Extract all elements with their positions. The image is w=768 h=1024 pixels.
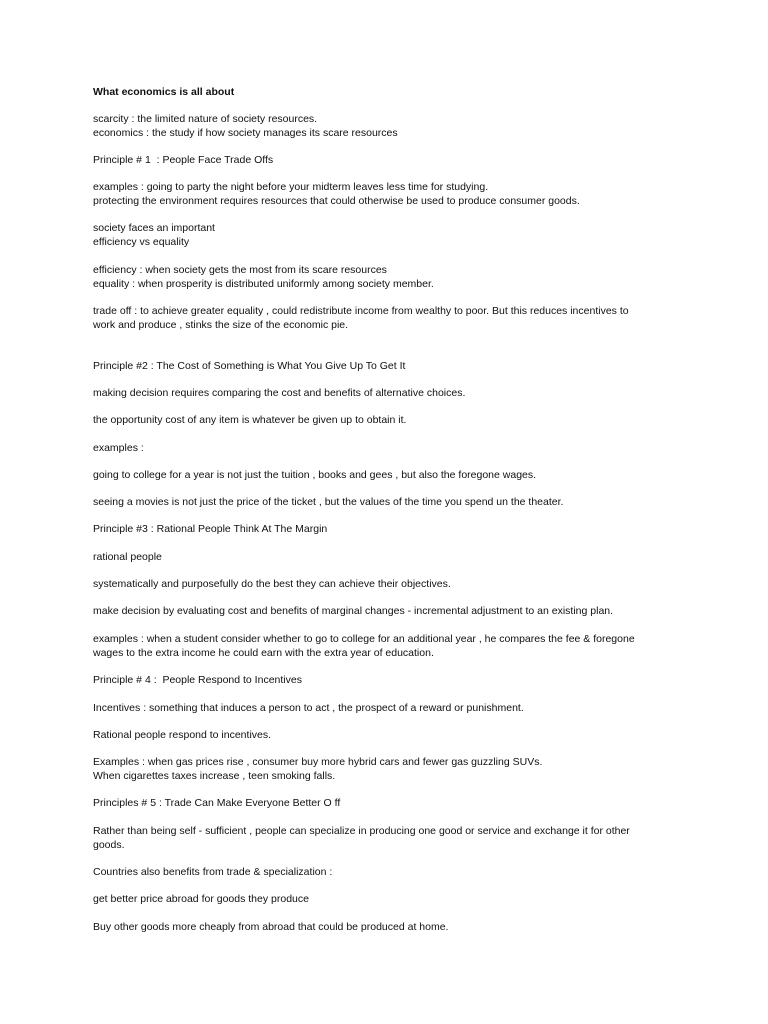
principle-heading: Principle # 1 : People Face Trade Offs bbox=[93, 154, 274, 166]
principle-heading: Principle #2 : The Cost of Something is What You Give Up To Get It bbox=[93, 360, 406, 372]
text-line: goods. bbox=[93, 839, 125, 851]
text-line: get better price abroad for goods they produce bbox=[93, 893, 309, 905]
text-line: protecting the environment requires resources that could otherwise be used to produce consumer goods. bbox=[93, 195, 580, 207]
text-line: Countries also benefits from trade & specialization : bbox=[93, 866, 333, 878]
text-line: Examples : when gas prices rise , consumer buy more hybrid cars and fewer gas guzzling SUVs. bbox=[93, 756, 543, 768]
principle-heading: Principles # 5 : Trade Can Make Everyone Better O ff bbox=[93, 797, 341, 809]
principle-heading: Principle #3 : Rational People Think At The Margin bbox=[93, 523, 328, 535]
text-line: equality : when prosperity is distributed uniformly among society member. bbox=[93, 278, 434, 290]
text-line: Rational people respond to incentives. bbox=[93, 729, 272, 741]
text-line: wages to the extra income he could earn with the extra year of education. bbox=[93, 647, 434, 659]
text-line: examples : bbox=[93, 442, 144, 454]
text-line: efficiency vs equality bbox=[93, 236, 190, 248]
text-line: economics : the study if how society manages its scare resources bbox=[93, 127, 398, 139]
text-line: work and produce , stinks the size of the economic pie. bbox=[93, 319, 349, 331]
text-line: Rather than being self - sufficient , people can specialize in producing one good or service and exchange it for other bbox=[93, 825, 630, 837]
text-line: Buy other goods more cheaply from abroad that could be produced at home. bbox=[93, 921, 449, 933]
text-line: going to college for a year is not just the tuition , books and gees , but also the foregone wages. bbox=[93, 469, 537, 481]
text-line: trade off : to achieve greater equality , could redistribute income from wealthy to poor. But this reduces incentives to bbox=[93, 305, 629, 317]
principle-heading: Principle # 4 : People Respond to Incentives bbox=[93, 674, 302, 686]
text-line: seeing a movies is not just the price of the ticket , but the values of the time you spend un the theater. bbox=[93, 496, 564, 508]
text-line: the opportunity cost of any item is whatever be given up to obtain it. bbox=[93, 414, 407, 426]
text-line: examples : when a student consider whether to go to college for an additional year , he compares the fee & foregone bbox=[93, 633, 635, 645]
text-line: making decision requires comparing the cost and benefits of alternative choices. bbox=[93, 387, 466, 399]
text-line: Incentives : something that induces a person to act , the prospect of a reward or punishment. bbox=[93, 702, 524, 714]
text-line: When cigarettes taxes increase , teen smoking falls. bbox=[93, 770, 336, 782]
text-line: society faces an important bbox=[93, 222, 215, 234]
text-line: examples : going to party the night before your midterm leaves less time for studying. bbox=[93, 181, 489, 193]
text-line: scarcity : the limited nature of society resources. bbox=[93, 113, 318, 125]
text-line: efficiency : when society gets the most from its scare resources bbox=[93, 264, 387, 276]
text-line: rational people bbox=[93, 551, 162, 563]
text-line: systematically and purposefully do the best they can achieve their objectives. bbox=[93, 578, 451, 590]
text-line: make decision by evaluating cost and benefits of marginal changes - incremental adjustment to an existing plan. bbox=[93, 605, 614, 617]
document-title: What economics is all about bbox=[93, 86, 235, 98]
